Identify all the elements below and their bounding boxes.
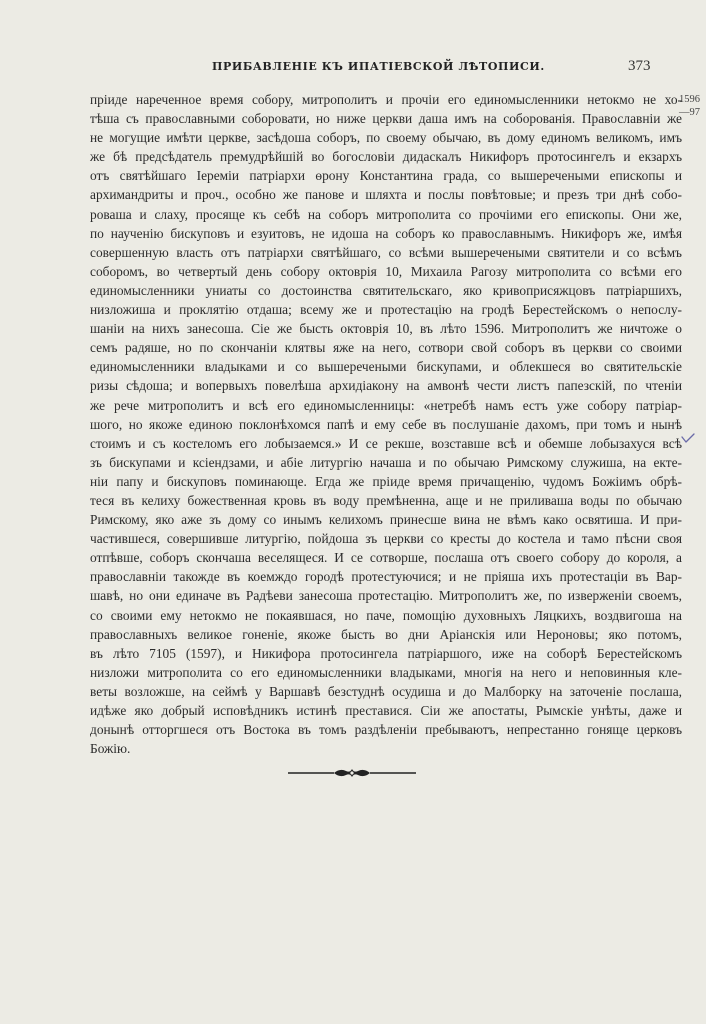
margin-note-line: —97 [679,107,700,118]
margin-note-line: 1596 [679,94,700,105]
text-line: зъ бискупами и ксіендзами, и абіе литургію начаша и по обычаю Римскому служиша, на екте- [90,454,682,470]
text-line: православніи такожде въ коемждо городѣ протестуючися; и не пріяша ихъ протестаціи въ Вар- [90,569,682,585]
text-line: низложиша и проклятію отдаша; всему же и протестацію на гродѣ Берестейскомъ о непослу- [90,302,682,318]
text-line: Божію. [90,741,131,757]
text-line: веты возложше, на сеймѣ у Варшавѣ безстуднѣ осудиша и до Малборку на заточеніе послаша, [90,683,682,699]
text-line: архимандриты и проч., особно же панове и шляхта и послы повѣтовые; и презъ три днѣ собо- [90,187,682,203]
text-line: со своими ему нетокмо не покаявшася, но паче, помощію духовныхъ Ляцкихъ, воздвигоша на [90,607,682,623]
text-line: стоимъ и съ костеломъ его лобызаемся.» И се рекше, возставше всѣ и обемше лобызахуся всѣ [90,435,682,451]
text-line: единомысленники владыками и со вышеречеными бискупами, и облекшеся во святительскіе [90,359,682,375]
check-mark-icon [681,432,695,446]
text-line: соборомъ, во четвертый день собору октоврія 10, Михаила Рагозу митрополита со всѣми его [90,263,682,279]
text-line: отпѣвше, соборъ скончаша веселящеся. И се сотворше, послаша отъ своего собору до короля, а [90,550,682,566]
text-line: ризы сѣдоша; и вопервыхъ повелѣша архидіакону на амвонѣ чести листъ папезскій, по чтеніи [90,378,682,394]
text-line: совершенную власть отъ патріархи святѣйшаго, со всѣми вышеречеными святители и со всѣмъ [90,244,682,260]
body-text [90,90,682,758]
text-line: по наученію бискуповъ и езуитовъ, не идоша на соборъ ко православнымъ. Никифоръ же, имѣя [90,225,682,241]
text-line: же бѣ предсѣдатель премудрѣйшій во богословіи дидаскалъ Никифоръ протосингелъ и екзархъ [90,149,682,165]
page-number: 373 [628,58,651,74]
text-line: частившеся, совершивше литургію, пойдоша зъ церкви со кресты до костела и тамо пѣсни своя [90,531,682,547]
text-line: тѣша съ православными соборовати, но ниже церкви даша имъ на соборованія. Православніи же [90,111,682,127]
text-line: шого, но якоже единою поклонѣхомся папѣ и ему себе въ послушаніе дахомъ, при томъ и нынѣ [90,416,682,432]
text-line: Римскому, яко аже зъ дому со инымъ келихомъ принесше вина не вѣмъ како освятиша. И при- [90,512,682,528]
text-line: семъ радяше, но по скончаніи клятвы яже на него, сотвори свой соборъ въ церкви со своими [90,340,682,356]
text-line: теся въ келиху божественная кровь въ воду премѣненна, аще и не приливаша воды по обычаю [90,492,682,508]
text-line: низложи митрополита со его единомысленники владыками, многія на него и неповинныя кле- [90,664,682,680]
text-line: роваша и слаху, просяще къ себѣ на соборъ митрополита со прочіими его епископы. Они же, [90,206,682,222]
text-line: православныхъ великое гоненіе, якоже бысть во дни Аріанскія или Нероновы; яко потомъ, [90,626,682,642]
text-line: пріиде нареченное время собору, митрополитъ и прочіи его единомысленники нетокмо не хо- [90,92,682,107]
text-line: единомысленники униаты со достоинства святительскаго, яко кривоприсяжцовъ патріаршихъ, [90,282,682,298]
text-line: идѣже яко добрый исповѣдникъ истинѣ преставися. Сіи же апостаты, Рымскіе унѣты, даже и [90,703,682,718]
text-line: шавѣ, но они единаче въ Радѣеви занесоша протестацію. Митрополитъ же, по изверженіи своемъ, [90,588,682,604]
text-line: ніи папу и бискуповъ поминающе. Егда же пріиде время причащенію, чудомъ Божіимъ обрѣ- [90,473,682,489]
text-line: донынѣ отторгшеся отъ Востока въ томъ раздѣленіи пребываютъ, непрестанно гоняще церковъ [90,722,682,738]
text-line: отъ святѣйшаго Іереміи патріархи ѳрону Константина града, со вышеречеными епископы и [90,168,682,184]
text-line: не могущие имѣти церкве, засѣдоша соборъ, по своему обычаю, въ дому единомъ великомъ, имъ [90,130,682,146]
text-line: въ лѣто 7105 (1597), и Никифора протосингела патріаршого, иже на соборѣ Берестейскомъ [90,645,682,661]
page-header [0,58,706,78]
text-line: шаніи на нихъ занесоша. Сіе же бысть октоврія 10, въ лѣто 1596. Митрополитъ же ничтоже о [90,321,682,337]
text-line: же рече митрополитъ и всѣ его единомысленницы: «нетребѣ намъ естъ уже собору патріар- [90,397,682,413]
running-title: ПРИБАВЛЕНІЕ КЪ ИПАТІЕВСКОЙ ЛѢТОПИСИ. [212,60,545,73]
tailpiece-ornament-icon [288,766,416,780]
